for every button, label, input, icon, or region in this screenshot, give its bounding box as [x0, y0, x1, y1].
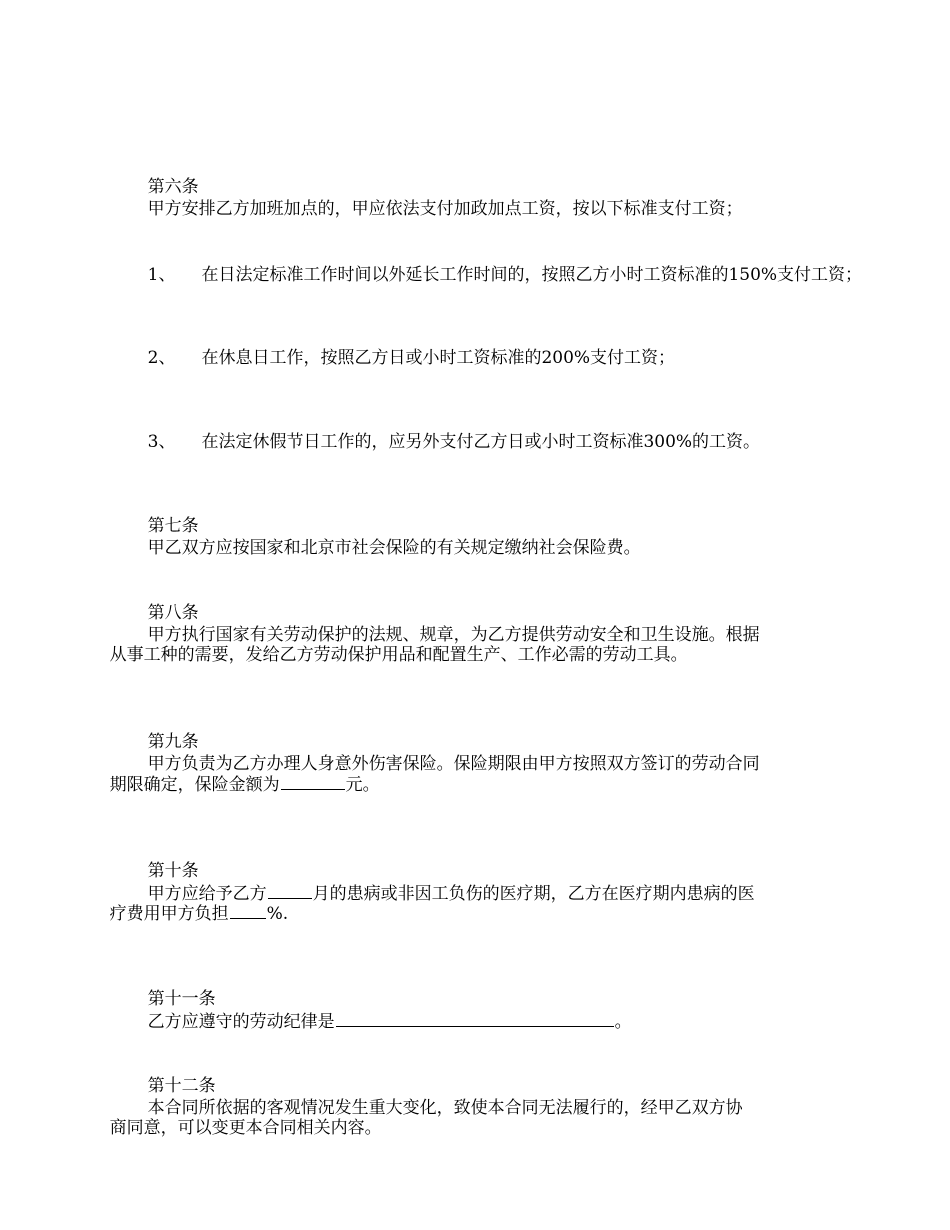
- item-number: 1、: [147, 265, 176, 285]
- article7-line: [126, 493, 641, 581]
- article10-line-2: [88, 880, 288, 947]
- article12-line-2: [88, 1095, 382, 1161]
- item-number: 2、: [147, 348, 176, 368]
- article9-heading: 第九条: [147, 732, 199, 752]
- article6-text: 甲方安排乙方加班加点的，甲应依法支付加政加点工资，按以下标准支付工资；: [147, 199, 743, 219]
- item-text: 在日法定标准工作时间以外延长工作时间的，按照乙方小时工资标准的150%支付工资；: [201, 265, 863, 285]
- item-number: 3、: [147, 432, 176, 452]
- insurance-amount-blank[interactable]: [281, 773, 345, 790]
- article10-heading: 第十条: [147, 861, 199, 881]
- article10-text-1a: 甲方应给予乙方: [147, 884, 267, 904]
- article8-heading: 第八条: [147, 603, 199, 623]
- article6-line: [126, 154, 743, 242]
- article9-text-2b: 元。: [345, 775, 380, 795]
- article8-line-2: [88, 622, 688, 688]
- article11-text-b: 。: [614, 1012, 632, 1032]
- article9-line-2: [88, 751, 380, 818]
- article9-text-1: 甲方负责为乙方办理人身意外伤害保险。保险期限由甲方按照双方签订的劳动合同: [147, 754, 760, 774]
- article10-text-1b: 月的患病或非因工负伤的医疗期，乙方在医疗期内患病的医: [312, 884, 755, 904]
- article12-text-1: 本合同所依据的客观情况发生重大变化，致使本合同无法履行的，经甲乙双方协: [147, 1098, 743, 1118]
- article12-heading: 第十二条: [147, 1076, 216, 1096]
- article6-heading: 第六条: [147, 177, 199, 197]
- article10-text-2b: %.: [266, 904, 289, 924]
- article6-item-1: [126, 242, 862, 308]
- article7-heading: 第七条: [147, 516, 199, 536]
- labor-discipline-blank[interactable]: [336, 1010, 614, 1027]
- article10-text-2a: 疗费用甲方负担: [109, 904, 229, 924]
- article6-item-2: [126, 325, 675, 391]
- article12-text-2: 商同意，可以变更本合同相关内容。: [109, 1118, 382, 1138]
- article8-text-2: 从事工种的需要，发给乙方劳动保护用品和配置生产、工作必需的劳动工具。: [109, 645, 688, 665]
- article7-text: 甲乙双方应按国家和北京市社会保险的有关规定缴纳社会保险费。: [147, 538, 641, 558]
- article9-text-2a: 期限确定，保险金额为: [109, 775, 280, 795]
- article11-heading: 第十一条: [147, 989, 216, 1009]
- medical-percentage-blank[interactable]: [230, 902, 266, 919]
- article6-item-3: [126, 409, 760, 475]
- item-text: 在休息日工作，按照乙方日或小时工资标准的200%支付工资；: [201, 348, 676, 368]
- article11-text-a: 乙方应遵守的劳动纪律是: [147, 1012, 335, 1032]
- article8-text-1: 甲方执行国家有关劳动保护的法规、规章，为乙方提供劳动安全和卫生设施。根据: [147, 625, 760, 645]
- article11-line: [126, 966, 632, 1055]
- item-text: 在法定休假节日工作的，应另外支付乙方日或小时工资标准300%的工资。: [201, 432, 761, 452]
